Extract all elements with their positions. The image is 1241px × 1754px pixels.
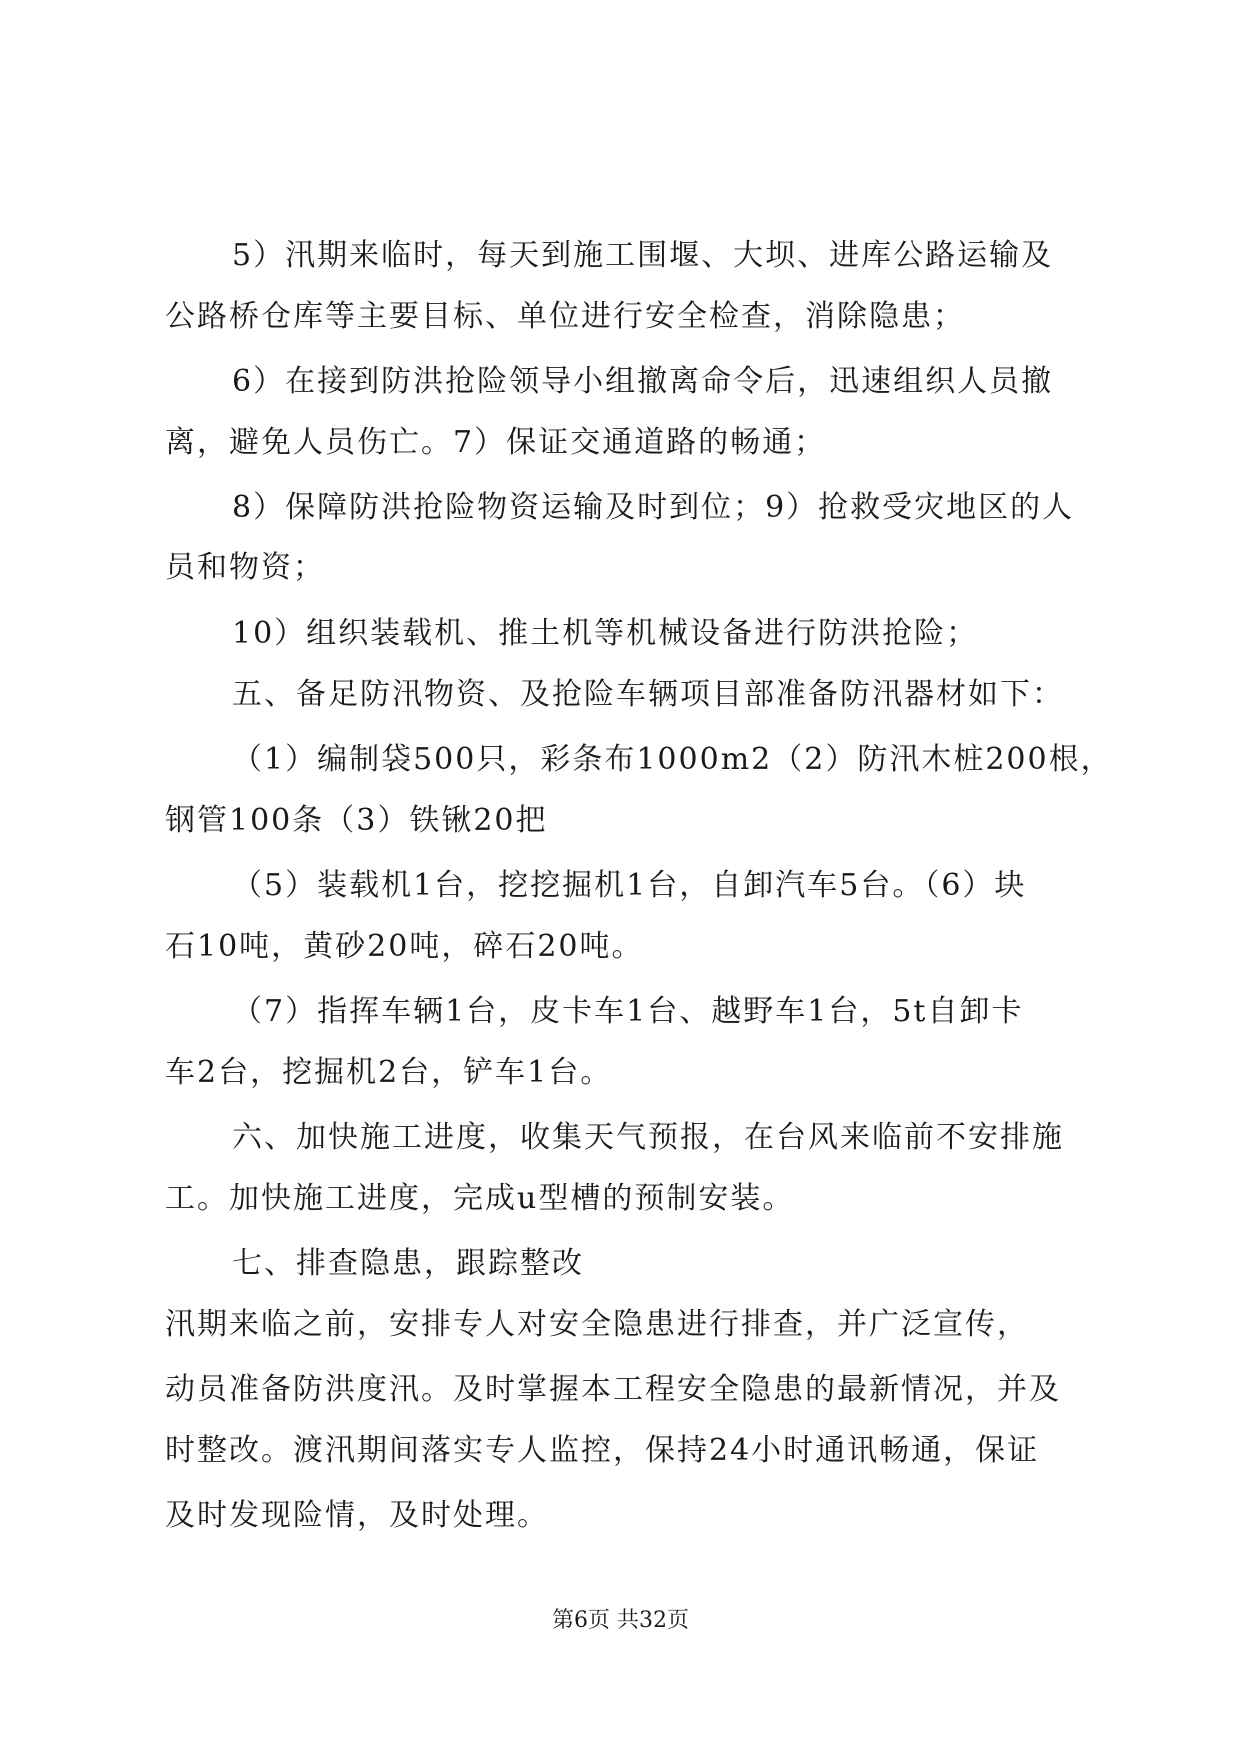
paragraph-line: 6）在接到防洪抢险领导小组撤离命令后，迅速组织人员撤: [232, 364, 1054, 399]
paragraph-line: 5）汛期来临时，每天到施工围堰、大坝、进库公路运输及: [232, 238, 1054, 273]
paragraph-line: （1）编制袋500只，彩条布1000m2（2）防汛木桩200根，: [232, 742, 1113, 777]
paragraph-line: 及时发现险情，及时处理。: [165, 1498, 549, 1533]
paragraph-line: 动员准备防洪度汛。及时掌握本工程安全隐患的最新情况，并及: [165, 1372, 1061, 1407]
paragraph-line: 员和物资；: [165, 550, 325, 585]
page-footer: 第6页 共32页: [552, 1608, 689, 1633]
section-heading: 六、加快施工进度，收集天气预报，在台风来临前不安排施: [232, 1120, 1064, 1155]
paragraph-line: 钢管100条（3）铁锹20把: [165, 803, 548, 838]
paragraph-line: 公路桥仓库等主要目标、单位进行安全检查，消除隐患；: [165, 299, 965, 334]
paragraph-line: 10）组织装载机、推土机等机械设备进行防洪抢险；: [232, 616, 979, 651]
section-heading: 七、排查隐患，跟踪整改: [232, 1246, 584, 1281]
paragraph-line: 车2台，挖掘机2台，铲车1台。: [165, 1055, 613, 1090]
paragraph-line: 石10吨，黄砂20吨，碎石20吨。: [165, 929, 644, 964]
paragraph-line: 时整改。渡汛期间落实专人监控，保持24小时通讯畅通，保证: [165, 1433, 1040, 1468]
paragraph-line: （5）装载机1台，挖挖掘机1台，自卸汽车5台。（6）块: [232, 868, 1027, 903]
section-heading: 五、备足防汛物资、及抢险车辆项目部准备防汛器材如下：: [232, 677, 1064, 712]
paragraph-line: 汛期来临之前，安排专人对安全隐患进行排查，并广泛宣传，: [165, 1307, 1029, 1342]
paragraph-line: （7）指挥车辆1台，皮卡车1台、越野车1台，5t自卸卡: [232, 994, 1024, 1029]
paragraph-line: 8）保障防洪抢险物资运输及时到位；9）抢救受灾地区的人: [232, 490, 1075, 525]
paragraph-line: 离，避免人员伤亡。7）保证交通道路的畅通；: [165, 425, 827, 460]
paragraph-line: 工。加快施工进度，完成u型槽的预制安装。: [165, 1181, 795, 1216]
